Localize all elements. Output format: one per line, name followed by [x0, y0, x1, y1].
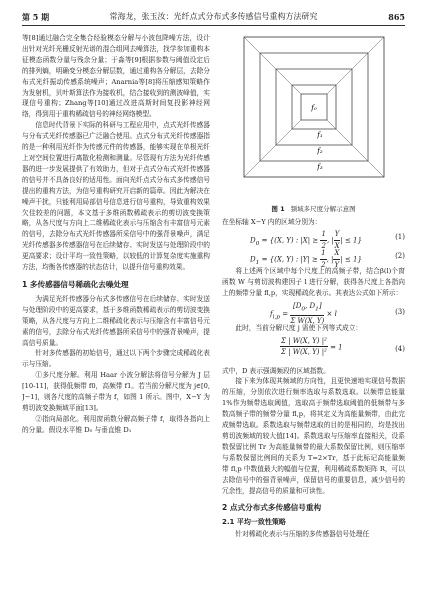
left-column: [22, 33, 210, 595]
section-heading: 1 多传感器信号稀疏化去噪处理: [22, 279, 129, 289]
figure-caption-number: 图 1: [271, 205, 285, 213]
equation-3-number: (3): [395, 307, 405, 316]
figure-caption: [222, 205, 405, 214]
equation-1-body: $D_0 = \{(X$, Y) : |X| ≥ $\frac{1}{2}$ , | $\frac{Y}{X}$ | ≤ 1}: [250, 229, 362, 250]
equation-3-body: $f_{l,p}$ = $\frac{[D_0, D_1]}{\text{Σ W(X, Y)}}$ × l: [270, 301, 337, 325]
figure-1: [222, 33, 405, 203]
label-f0: f₀: [311, 104, 317, 112]
equation-4: [222, 334, 405, 366]
running-title: 常海龙，张玉汝：光纤点式分布式多传感信号重构方法研究: [109, 12, 318, 21]
paragraph: ①多尺度分解。利用 Haar 小波分解法将信号分解为 J 层[10-11]，获得低频带 f0，高频带 f1。若当前分解尺度为 j∈[0, J−1]，则各尺度的高频子带为 f，如图 1 所示。图中，X−Y 为剪切波变换频域平面[13]。: [22, 371, 210, 412]
equation-2-body: $D_1 = \{(X$, Y) : |Y| ≥ $\frac{1}{2}$ , | $\frac{X}{Y}$ | ≤ 1}: [250, 248, 362, 269]
equation-4-body: $\frac{\text{Σ | W(X, Y) |²}}{\text{Σ | W(X, Y) |²}}$ = 1: [281, 336, 343, 357]
paragraph: 等[8]通过融合完全集合经验模态分解与小波包降噪方法，设计出针对光纤光栅反射光谱的混合组网去噪算法，找学参加重构本征模态函数分量与残余分量；于淼等[9]根据参数与阈值设定后的排列熵，明确变分模态分解层数，通过重构各分解层，去除分布式光纤振动传感系统噪声；Anarnia等[8]将压缩感知策略作为发射机，贝叶斯算法作为接收机，结合接收到的测波峰值，实现信号重构；Zhang等[10]通过改进高斯时间复投影神经网络，得到用于重构稀疏信号的神经网络模型。: [22, 34, 210, 119]
section-heading: 2 点式分布式多传感信号重构: [222, 503, 322, 513]
equation-4-number: (4): [395, 344, 405, 353]
paragraph: 针对多传感器的初始信号，通过以下两个步骤完成稀疏化表示与压缩。: [22, 349, 210, 369]
header-rule: [22, 25, 405, 26]
page-number: 865: [388, 12, 405, 22]
equation-1-number: (1): [395, 232, 405, 241]
paragraph: 为满足光纤传感器分布式多传感信号在后续储存、实时发送与处理阶段中的更高要求，基于多维函数稀疏表示的剪切波变换策略，从各尺度与方向上二维稀疏化表示与压缩含有丰富信号元素的信号，去除分布式光纤传感器所采信号中的强背景噪声，提高信号质量。: [22, 294, 210, 347]
equation-1-2: [222, 228, 405, 269]
frequency-decomposition-diagram: [222, 33, 405, 203]
paragraph: 式中，D 表示强调频段的区域指数。: [222, 366, 330, 375]
label-f1: f₁: [317, 131, 323, 139]
figure-caption-text: 频域多尺度分解示意图: [290, 205, 356, 213]
equation-2-number: (2): [395, 251, 405, 260]
page-header: [22, 10, 405, 24]
paragraph: ②指向局部化。利用窗函数分解高频子带 f，取得各指向上的分量。假设水平锥 D₀ 与垂直锥 D₁: [22, 414, 210, 434]
paragraph: 在坐标轴 X−Y 内的区域分别为：: [222, 218, 322, 226]
paragraph: 信息时代背景下实际的科研与工程应用中，点式光纤传感器与分布式光纤传感器已广泛融合使用。点式分布式光纤传感器指的是一种利用光纤作为传感元件的传感器，能够实现在单根光纤上对空间位置进行离散化检测和测量。尽管现有方法为光纤传感器的进一步发展提供了有效助力，但对于点式分布式光纤传感器的信号并不具备良好的适用性。面向光纤点式分布式多传感信号提出的重构方法，为信号重构研究开启新的篇章。因此为解决在噪声干扰，只能利用局部信号信息进行信号重构，导致重构效果欠佳较差的问题，本文基于多维函数稀疏表示的剪切波变换策略，从各尺度与方向上二维稀疏化表示与压缩含有丰富信号元素的信号，去除分布式光纤传感器所采信号中的强背景噪声，满足光纤传感器多传感器信号在后续储存、实时发送与处理阶段中的更高要求；设计平均一致性策略，以较低的计算复杂度实施重构方法，均衡各传感器的状态估计，以提升信号重构效果。: [22, 121, 210, 272]
equation-3: [222, 299, 405, 323]
subsection-heading: 2.1 平均一致性策略: [222, 518, 286, 527]
paragraph: 此时，当前分解尺度 j 需使下列等式成立：: [235, 323, 363, 332]
paragraph: 将上述两个区域中每个尺度上的高频子带，结合β(l)个窗函数 W 与剪切波构建因子 l 进行分解，获得各尺度上各指向上的频带分量 fl,p，实现稀疏化表示。其表达公式如下所示：: [222, 266, 405, 297]
paragraph: 接下来为体现其频域的方向性，且更快速地实现信号数据的压缩，分别依次进行频率选取与系数选取。以频带总能量 1%作为频带选取阈值，选取高于频带选取阈值的低频带与多数高频子带的频带分量 fl,p，将其定义为高能量频带，由此完成频带选取。系数选取与频带选取的目的是相同的，均是找出剪切波频域的较大值[14]。系数选取与压缩率直接相关，设系数保留比例 Tr 为高能量频带的最大系数保留比例，则压缩率与系数保留比例间的关系为 T=2×Tr，基于此标记高能量频带 fl,p 中数值最大的幅值与位置，利用稀疏系数矩阵 R，可以去除信号中的强背景噪声，保留信号的重要信息，减少信号的冗余性，提高信号的质量和可读性。: [222, 377, 405, 495]
issue-number: 第 5 期: [22, 12, 50, 22]
label-f2: f₂: [317, 147, 323, 155]
paragraph: 针对稀疏化表示与压缩的多传感器信号处理任: [235, 530, 370, 539]
right-column: [222, 33, 405, 595]
label-f3: f₃: [317, 163, 323, 171]
